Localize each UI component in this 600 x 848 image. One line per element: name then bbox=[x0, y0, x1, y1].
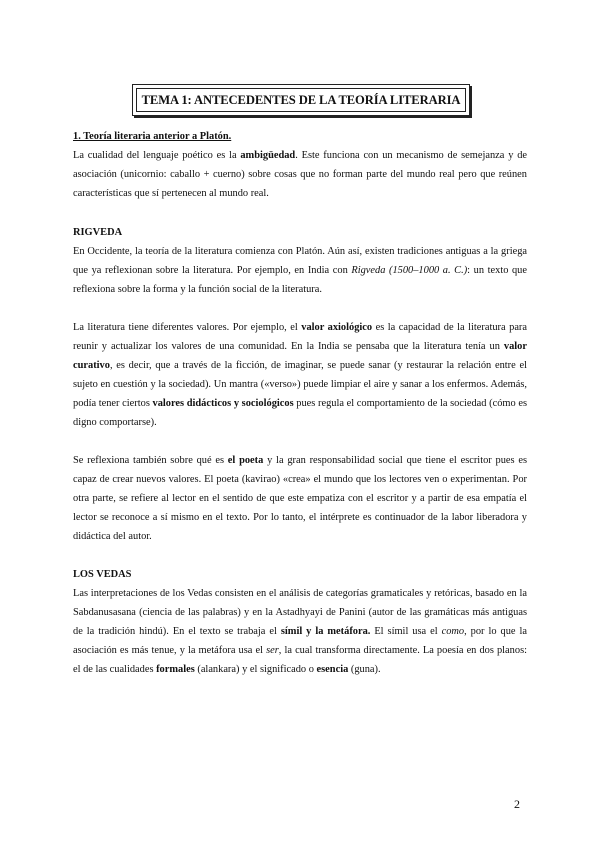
term-valores-didacticos: valores didácticos y sociológicos bbox=[152, 398, 294, 409]
term-rigveda: Rigveda (1500–1000 a. C.) bbox=[351, 265, 468, 276]
page-number: 2 bbox=[514, 797, 520, 811]
term-el-poeta: el poeta bbox=[227, 455, 264, 466]
document-body bbox=[73, 127, 527, 679]
section-heading-rigveda: RIGVEDA bbox=[73, 227, 123, 238]
term-valor-axiologico: valor axiológico bbox=[301, 322, 373, 333]
paragraph-poeta: Se reflexiona también sobre qué es el poeta y la gran responsabilidad social que tiene el escritor pues es capaz de crear nuevos valores. El poeta (kavirao) «crea» el mundo que los lectores ven o experimentan. Por otra parte, se refiere al lector en el sentido de que este empatiza con el escritor y a partir de esa empatía el lector se reconoce a sí mismo en el texto. Por lo tanto, el intérprete es continuador de la labor liberadora y didáctica del autor. bbox=[73, 455, 527, 542]
term-ser: ser bbox=[266, 645, 279, 656]
section-heading-vedas: LOS VEDAS bbox=[73, 569, 132, 580]
term-simil-metafora: símil y la metáfora. bbox=[280, 626, 371, 637]
paragraph-vedas: Las interpretaciones de los Vedas consisten en el análisis de categorías gramaticales y retóricas, basado en la Sabdanusasana (ciencia de las palabras) y en la Astadhyayi de Panini (autor de las gramáticas más antiguas de la tradición hindú). En el texto se trabaja el símil y la metáfora. El símil usa el como, por lo que la asociación es más tenue, y la metáfora usa el ser, la cual transforma directamente. La poesía en dos planos: el de las cualidades formales (alankara) y el significado o esencia (guna). bbox=[73, 588, 527, 675]
term-como: como bbox=[441, 626, 465, 637]
term-formales: formales bbox=[156, 664, 195, 675]
term-valor-curativo: valor curativo bbox=[73, 341, 527, 371]
paragraph-rigveda-intro: En Occidente, la teoría de la literatura comienza con Platón. Aún así, existen tradiciones antiguas a la griega que ya reflexionan sobre la literatura. Por ejemplo, en India con Rigveda (1500–1000 a. C.): un texto que reflexiona sobre la forma y la función social de la literatura. bbox=[73, 246, 527, 295]
page-title: TEMA 1: ANTECEDENTES DE LA TEORÍA LITERARIA bbox=[136, 88, 466, 112]
paragraph-valores: La literatura tiene diferentes valores. Por ejemplo, el valor axiológico es la capacidad de la literatura para reunir y actualizar los valores de una comunidad. En la India se pensaba que la literatura tenía un valor curativo, es decir, que a través de la ficción, de imaginar, se puede sanar (y restaurar la relación entre el sujeto en cuestión y la sociedad). Un mantra («verso») puede limpiar el aire y sanar a los enfermos. Además, podía tener ciertos valores didácticos y sociológicos pues regula el comportamiento de la sociedad (cómo es digno comportarse). bbox=[73, 322, 527, 428]
title-box bbox=[132, 84, 470, 116]
paragraph-ambiguedad: La cualidad del lenguaje poético es la ambigüedad. Este funciona con un mecanismo de semejanza y de asociación (unicornio: caballo + cuerno) sobre cosas que no forman parte del mundo real pero que reúnen características que sí pertenecen al mundo real. bbox=[73, 150, 528, 199]
term-ambiguedad: ambigüedad bbox=[240, 150, 296, 161]
term-esencia: esencia bbox=[316, 664, 349, 675]
section-heading-teoria: 1. Teoría literaria anterior a Platón. bbox=[73, 131, 232, 142]
